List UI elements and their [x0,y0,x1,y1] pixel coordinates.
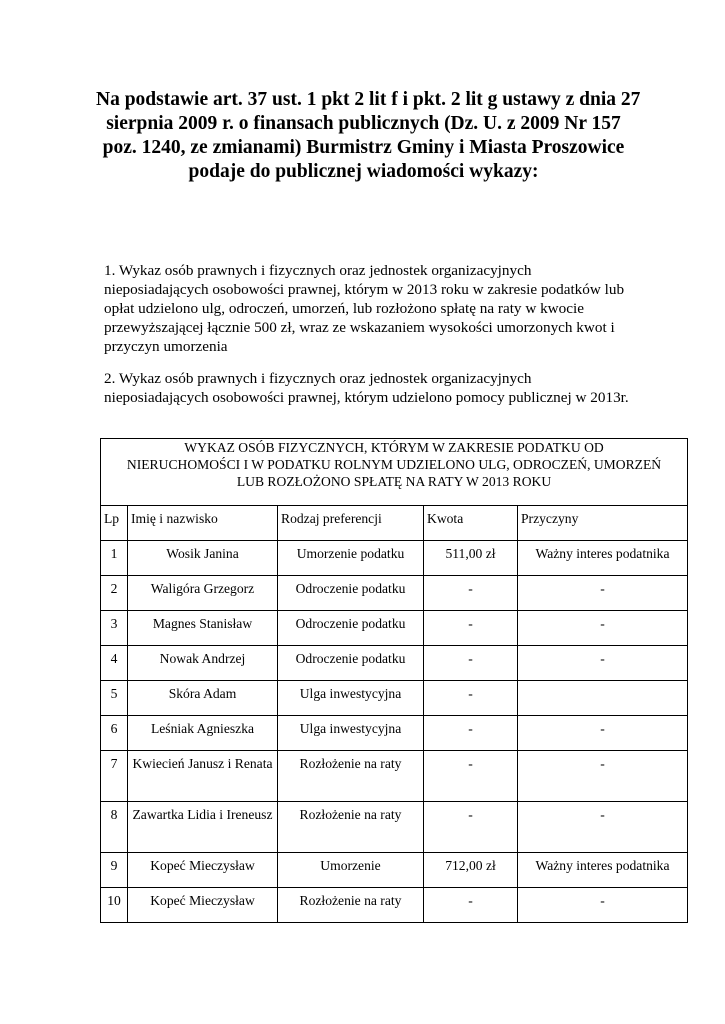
cell-reason: - [518,716,688,751]
cell-type: Ulga inwestycyjna [278,681,424,716]
paragraph-2 [104,369,684,407]
cell-type: Odroczenie podatku [278,576,424,611]
paragraph-line: przyczyn umorzenia [104,338,228,355]
heading-line: podaje do publicznej wiadomości wykazy: [188,161,539,182]
cell-amount: - [424,888,518,923]
cell-lp: 5 [101,681,128,716]
table-row [101,541,688,576]
table-title-line: NIERUCHOMOŚCI I W PODATKU ROLNYM UDZIELONO ULG, ODROCZEŃ, UMORZEŃ [126,457,662,472]
cell-amount: - [424,751,518,802]
table-row [101,611,688,646]
cell-lp: 2 [101,576,128,611]
table-title-line: LUB ROZŁOŻONO SPŁATĘ NA RATY W 2013 ROKU [236,474,552,489]
cell-lp: 1 [101,541,128,576]
cell-reason: - [518,802,688,853]
cell-lp: 3 [101,611,128,646]
table-row [101,716,688,751]
cell-type: Ulga inwestycyjna [278,716,424,751]
paragraph-line: opłat udzielono ulg, odroczeń, umorzeń, lub rozłożono spłatę na raty w kwocie [104,300,584,317]
cell-reason: - [518,751,688,802]
cell-lp: 9 [101,853,128,888]
cell-lp: 8 [101,802,128,853]
cell-amount: - [424,716,518,751]
cell-reason [518,681,688,716]
table-row [101,646,688,681]
table-row [101,802,688,853]
cell-type: Rozłożenie na raty [278,802,424,853]
heading-line: poz. 1240, ze zmianami) Burmistrz Gminy i Miasta Proszowice [102,137,625,158]
cell-name: Waligóra Grzegorz [128,576,278,611]
cell-name: Skóra Adam [128,681,278,716]
cell-lp: 6 [101,716,128,751]
heading-line: Na podstawie art. 37 ust. 1 pkt 2 lit f i pkt. 2 lit g ustawy z dnia 27 [96,89,641,110]
cell-name: Kopeć Mieczysław [128,853,278,888]
cell-amount: - [424,681,518,716]
cell-name: Kwiecień Janusz i Renata [128,751,278,802]
cell-type: Umorzenie [278,853,424,888]
table-row [101,751,688,802]
cell-type: Umorzenie podatku [278,541,424,576]
header-type: Rodzaj preferencji [278,506,424,541]
paragraph-line: nieposiadających osobowości prawnej, którym udzielono pomocy publicznej w 2013r. [104,389,629,406]
cell-lp: 10 [101,888,128,923]
cell-amount: - [424,611,518,646]
cell-amount: - [424,646,518,681]
cell-type: Rozłożenie na raty [278,888,424,923]
paragraph-1 [104,261,684,356]
cell-name: Kopeć Mieczysław [128,888,278,923]
paragraph-line: nieposiadających osobowości prawnej, którym w 2013 roku w zakresie podatków lub [104,281,625,298]
paragraph-line: 2. Wykaz osób prawnych i fizycznych oraz jednostek organizacyjnych [104,370,532,387]
cell-reason: Ważny interes podatnika [518,853,688,888]
cell-name: Zawartka Lidia i Ireneusz [128,802,278,853]
cell-name: Wosik Janina [128,541,278,576]
table-row [101,576,688,611]
cell-type: Rozłożenie na raty [278,751,424,802]
cell-reason: - [518,576,688,611]
header-name: Imię i nazwisko [128,506,278,541]
header-lp: Lp [101,506,128,541]
header-reason: Przyczyny [518,506,688,541]
cell-amount: 712,00 zł [424,853,518,888]
table-row [101,681,688,716]
cell-amount: - [424,576,518,611]
header-amount: Kwota [424,506,518,541]
cell-reason: - [518,888,688,923]
cell-reason: Ważny interes podatnika [518,541,688,576]
cell-reason: - [518,646,688,681]
cell-name: Magnes Stanisław [128,611,278,646]
cell-reason: - [518,611,688,646]
document-heading [96,88,641,184]
cell-lp: 7 [101,751,128,802]
cell-type: Odroczenie podatku [278,646,424,681]
cell-type: Odroczenie podatku [278,611,424,646]
table-title-line: WYKAZ OSÓB FIZYCZNYCH, KTÓRYM W ZAKRESIE PODATKU OD [184,440,604,455]
paragraph-line: 1. Wykaz osób prawnych i fizycznych oraz jednostek organizacyjnych [104,262,532,279]
relief-table [100,438,688,923]
cell-name: Leśniak Agnieszka [128,716,278,751]
paragraph-line: przewyższającej łącznie 500 zł, wraz ze wskazaniem wysokości umorzonych kwot i [104,319,615,336]
cell-lp: 4 [101,646,128,681]
heading-line: sierpnia 2009 r. o finansach publicznych (Dz. U. z 2009 Nr 157 [106,113,621,134]
cell-name: Nowak Andrzej [128,646,278,681]
cell-amount: 511,00 zł [424,541,518,576]
table-header-row [101,506,688,541]
cell-amount: - [424,802,518,853]
table-row [101,853,688,888]
table-title [101,439,688,506]
table-row [101,888,688,923]
